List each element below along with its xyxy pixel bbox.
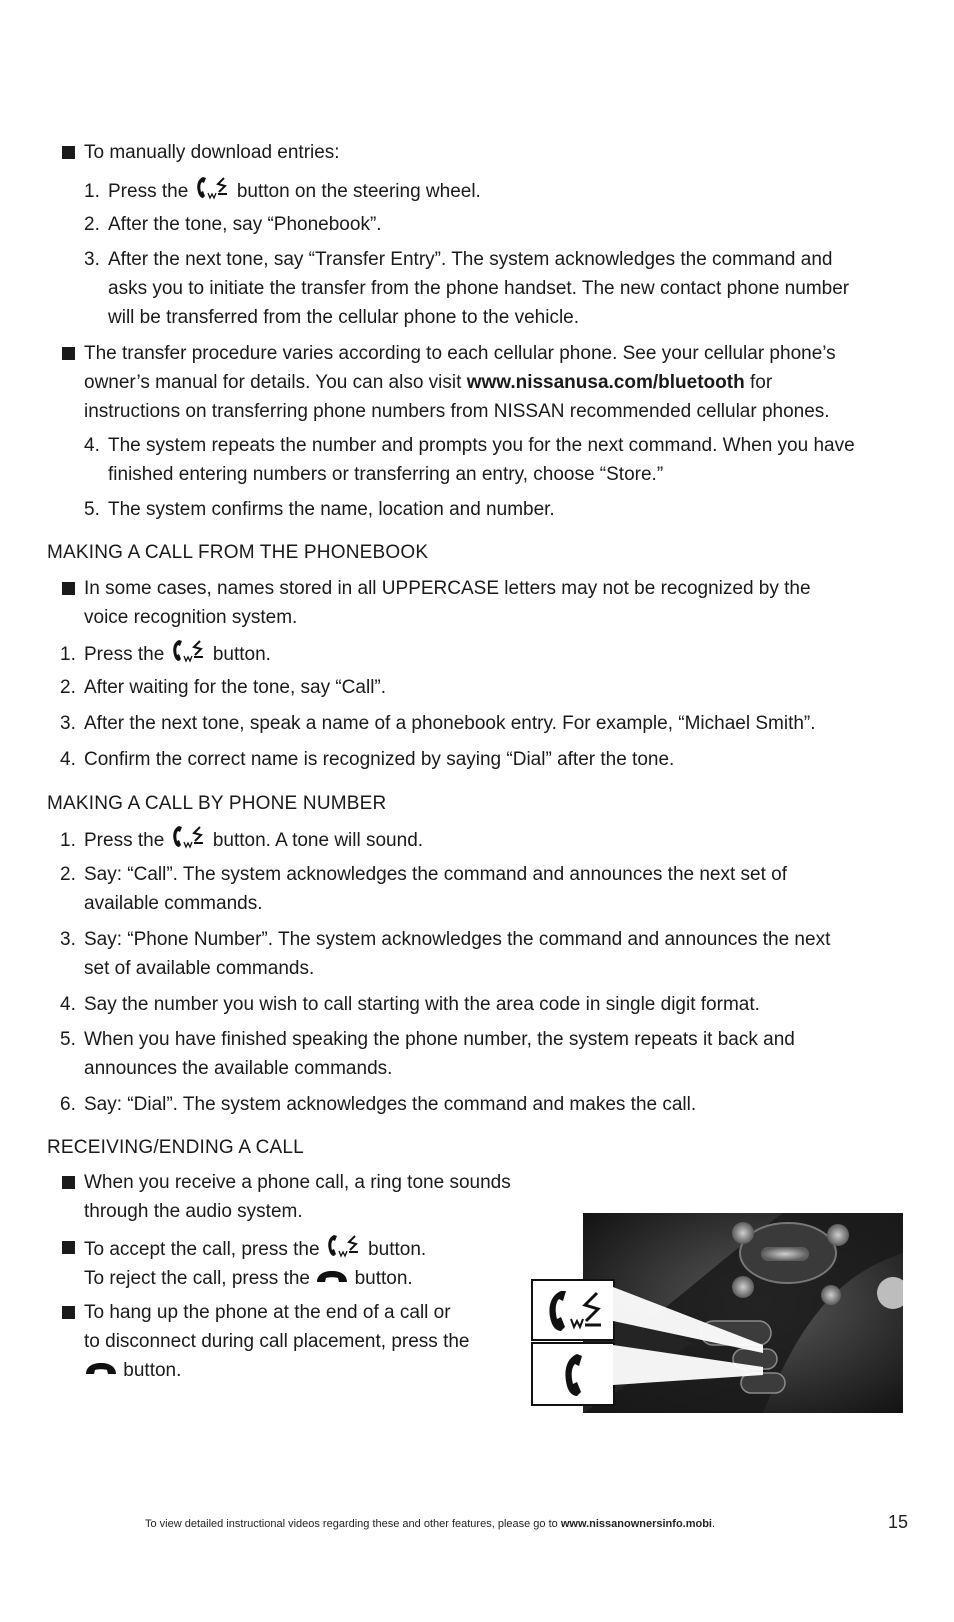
phonebook-step-2: 2. After waiting for the tone, say “Call”.: [60, 677, 387, 698]
number-step-6: 6. Say: “Dial”. The system acknowledges the command and makes the call.: [60, 1094, 697, 1115]
number-step-4: 4. Say the number you wish to call starting with the area code in single digit format.: [60, 994, 760, 1015]
phone-talk-icon: [533, 1281, 613, 1339]
manual-download-intro: To manually download entries:: [84, 142, 340, 163]
bullet-square: [62, 1241, 75, 1254]
bullet-square: [62, 347, 75, 360]
footer-note: To view detailed instructional videos regarding these and other features, please go to www.nissanownersinfo.mobi.: [145, 1518, 716, 1530]
phone-talk-icon: [170, 824, 208, 850]
phone-number-heading: MAKING A CALL BY PHONE NUMBER: [47, 793, 387, 814]
number-step-3: 3. Say: “Phone Number”. The system acknowledges the command and announces the next set of available commands.: [60, 929, 831, 979]
phone-talk-icon: [194, 175, 232, 201]
transfer-note: The transfer procedure varies according to each cellular phone. See your cellular phone’s owner’s manual for details. You can also visit www.nissanusa.com/bluetooth for instructions on transferring phone numbers from NISSAN recommended cellular phones.: [84, 343, 836, 422]
phone-hangup-icon: [84, 1361, 118, 1377]
transfer-step-4: 4. The system repeats the number and prompts you for the next command. When you have finished entering numbers or transferring an entry, choose “Store.”: [84, 435, 855, 485]
bullet-square: [62, 1306, 75, 1319]
number-step-2: 2. Say: “Call”. The system acknowledges the command and announces the next set of available commands.: [60, 864, 788, 914]
phone-hangup-icon: [315, 1269, 349, 1285]
owners-info-link[interactable]: www.nissanownersinfo.mobi: [560, 1518, 712, 1530]
manual-step-2: 2. After the tone, say “Phonebook”.: [84, 214, 382, 235]
bluetooth-link[interactable]: www.nissanusa.com/bluetooth: [466, 372, 745, 393]
receiving-bullet-2: To accept the call, press the button. To reject the call, press the button.: [84, 1233, 426, 1293]
receiving-heading: RECEIVING/ENDING A CALL: [47, 1137, 304, 1158]
phonebook-step-3: 3. After the next tone, speak a name of a phonebook entry. For example, “Michael Smith”.: [60, 713, 816, 734]
receiving-bullet-1: When you receive a phone call, a ring tone sounds through the audio system.: [84, 1172, 511, 1222]
bullet-square: [62, 1176, 75, 1189]
phonebook-step-4: 4. Confirm the correct name is recognized by saying “Dial” after the tone.: [60, 749, 675, 770]
manual-step-3: 3. After the next tone, say “Transfer Entry”. The system acknowledges the command and asks you to initiate the transfer from the phone handset. The new contact phone number will be transferred from the cellular phone to the vehicle.: [84, 249, 850, 328]
receiving-bullet-3: To hang up the phone at the end of a call or to disconnect during call placement, press the button.: [84, 1302, 470, 1381]
phonebook-note: In some cases, names stored in all UPPERCASE letters may not be recognized by the voice recognition system.: [84, 578, 811, 628]
callout-leader-lines: [613, 1285, 763, 1395]
phonebook-heading: MAKING A CALL FROM THE PHONEBOOK: [47, 542, 429, 563]
transfer-step-5: 5. The system confirms the name, location and number.: [84, 499, 555, 520]
talk-button-callout: [531, 1279, 615, 1341]
page-number: 15: [888, 1512, 909, 1532]
number-step-1: 1. Press the button. A tone will sound.: [60, 824, 423, 855]
number-step-5: 5. When you have finished speaking the phone number, the system repeats it back and announces the available commands.: [60, 1029, 795, 1079]
manual-step-1: 1. Press the button on the steering wheel.: [84, 175, 481, 206]
phonebook-step-1: 1. Press the button.: [60, 638, 271, 669]
hangup-button-callout: [531, 1342, 615, 1406]
bullet-square: [62, 146, 75, 159]
phone-talk-icon: [170, 638, 208, 664]
bullet-square: [62, 582, 75, 595]
phone-talk-icon: [325, 1233, 363, 1259]
phone-handset-icon: [533, 1344, 613, 1404]
